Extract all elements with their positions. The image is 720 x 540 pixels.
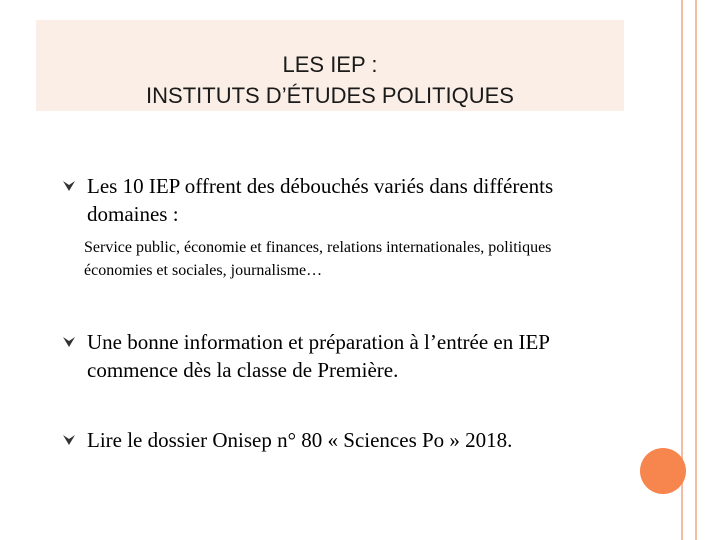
bullet-text: Lire le dossier Onisep n° 80 « Sciences Po » 2018.: [87, 428, 513, 452]
title-line-2: INSTITUTS D’ÉTUDES POLITIQUES: [146, 82, 514, 108]
bullet-text: Les 10 IEP offrent des débouchés variés dans différents domaines :: [87, 174, 554, 226]
arrow-diamond-bullet-icon: [62, 433, 76, 447]
bullet-text: Une bonne information et préparation à l’entrée en IEP commence dès la classe de Première.: [87, 330, 550, 382]
decorative-side-border: [681, 0, 697, 540]
arrow-diamond-bullet-icon: [62, 179, 76, 193]
title-box: [36, 20, 624, 111]
bullet-item-debouches: [62, 172, 602, 228]
page-title: [36, 49, 624, 111]
orange-circle-icon: [640, 448, 686, 494]
bullet-item-preparation: [62, 328, 602, 384]
sub-paragraph-domaines: [84, 236, 604, 282]
title-line-1: LES IEP :: [282, 51, 378, 77]
arrow-diamond-bullet-icon: [62, 335, 76, 349]
sub-text: Service public, économie et finances, relations internationales, politiques économies et sociales, journalisme…: [84, 239, 552, 279]
bullet-item-onisep: [62, 426, 602, 454]
